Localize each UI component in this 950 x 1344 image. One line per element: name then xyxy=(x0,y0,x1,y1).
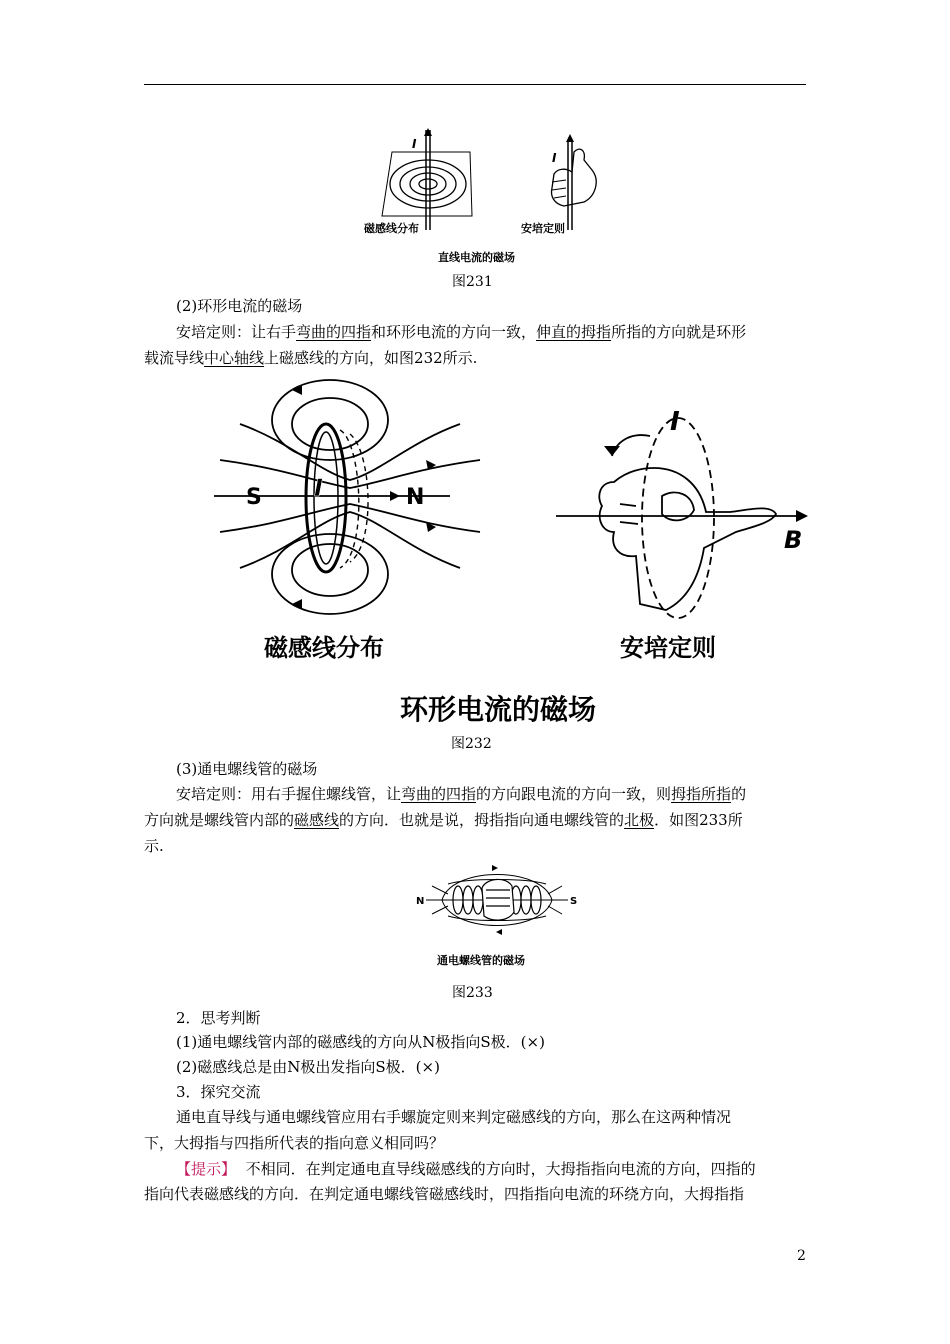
section3-heading: (3)通电螺线管的磁场 xyxy=(176,760,318,778)
svg-text:S: S xyxy=(570,896,578,907)
underlined-term: 拇指所指 xyxy=(671,785,732,803)
fig232-title: 环形电流的磁场 xyxy=(400,693,597,726)
svg-text:N: N xyxy=(416,896,425,907)
svg-text:B: B xyxy=(784,526,803,554)
explore-question-line1: 通电直导线与通电螺线管应用右手螺旋定则来判定磁感线的方向，那么在这两种情况 xyxy=(176,1108,732,1126)
underlined-term: 弯曲的四指 xyxy=(401,785,477,803)
section2-paragraph-line2 xyxy=(144,348,477,368)
underlined-term: 磁感线 xyxy=(294,811,340,829)
explore-answer-line1 xyxy=(176,1159,756,1179)
svg-text:I: I xyxy=(552,151,557,165)
section2-paragraph-line1 xyxy=(176,322,746,342)
text-run: 所指的方向就是环形 xyxy=(611,323,747,341)
fig232-left-caption: 磁感线分布 xyxy=(264,634,384,662)
text-run: 的 xyxy=(731,785,747,803)
fig231-label: 图231 xyxy=(452,274,493,290)
fig233-title: 通电螺线管的磁场 xyxy=(437,954,525,967)
svg-text:S: S xyxy=(246,485,262,510)
hint-label: 【提示】 xyxy=(176,1160,237,1178)
section2-heading: (2)环形电流的磁场 xyxy=(176,297,303,315)
text-run: ．如图233所 xyxy=(654,811,743,829)
page-number: 2 xyxy=(797,1248,806,1264)
text-run: 安培定则：让右手 xyxy=(176,323,297,341)
fig231-left-caption: 磁感线分布 xyxy=(364,222,419,235)
svg-text:N: N xyxy=(406,485,425,510)
svg-text:I: I xyxy=(670,407,680,437)
judge-heading: 2．思考判断 xyxy=(176,1009,261,1027)
fig232-right-caption: 安培定则 xyxy=(620,634,716,662)
explore-heading: 3．探究交流 xyxy=(176,1083,261,1101)
underlined-term: 中心轴线 xyxy=(204,349,265,367)
fig233-label: 图233 xyxy=(452,985,493,1001)
text-run: 载流导线 xyxy=(144,349,205,367)
section3-paragraph-line3: 示. xyxy=(144,837,164,855)
text-run: 不相同．在判定通电直导线磁感线的方向时，大拇指指向电流的方向，四指的 xyxy=(245,1160,756,1178)
text-run: 方向就是螺线管内部的 xyxy=(144,811,295,829)
judge-item-2: (2)磁感线总是由N极出发指向S极．(×) xyxy=(176,1058,440,1076)
svg-text:I: I xyxy=(314,474,323,502)
text-run: 的方向跟电流的方向一致，则 xyxy=(476,785,672,803)
figure-233-solenoid xyxy=(412,860,582,942)
text-run: 和环形电流的方向一致， xyxy=(371,323,537,341)
underlined-term: 弯曲的四指 xyxy=(296,323,372,341)
header-rule xyxy=(144,84,806,85)
section3-paragraph-line2 xyxy=(144,810,743,830)
explore-answer-line2: 指向代表磁感线的方向．在判定通电螺线管磁感线时，四指指向电流的环绕方向，大拇指指 xyxy=(144,1185,745,1203)
fig231-title: 直线电流的磁场 xyxy=(438,251,515,264)
judge-item-1: (1)通电螺线管内部的磁感线的方向从N极指向S极．(×) xyxy=(176,1033,545,1051)
text-run: 安培定则：用右手握住螺线管，让 xyxy=(176,785,402,803)
underlined-term: 北极 xyxy=(624,811,655,829)
fig232-label: 图232 xyxy=(451,736,492,752)
underlined-term: 伸直的拇指 xyxy=(536,323,612,341)
explore-question-line2: 下，大拇指与四指所代表的指向意义相同吗？ xyxy=(144,1134,445,1152)
text-run: 上磁感线的方向，如图232所示. xyxy=(264,349,478,367)
section3-paragraph-line1 xyxy=(176,784,746,804)
text-run: 的方向．也就是说，拇指指向通电螺线管的 xyxy=(339,811,625,829)
svg-text:I: I xyxy=(412,137,417,151)
fig231-right-caption: 安培定则 xyxy=(521,222,565,235)
